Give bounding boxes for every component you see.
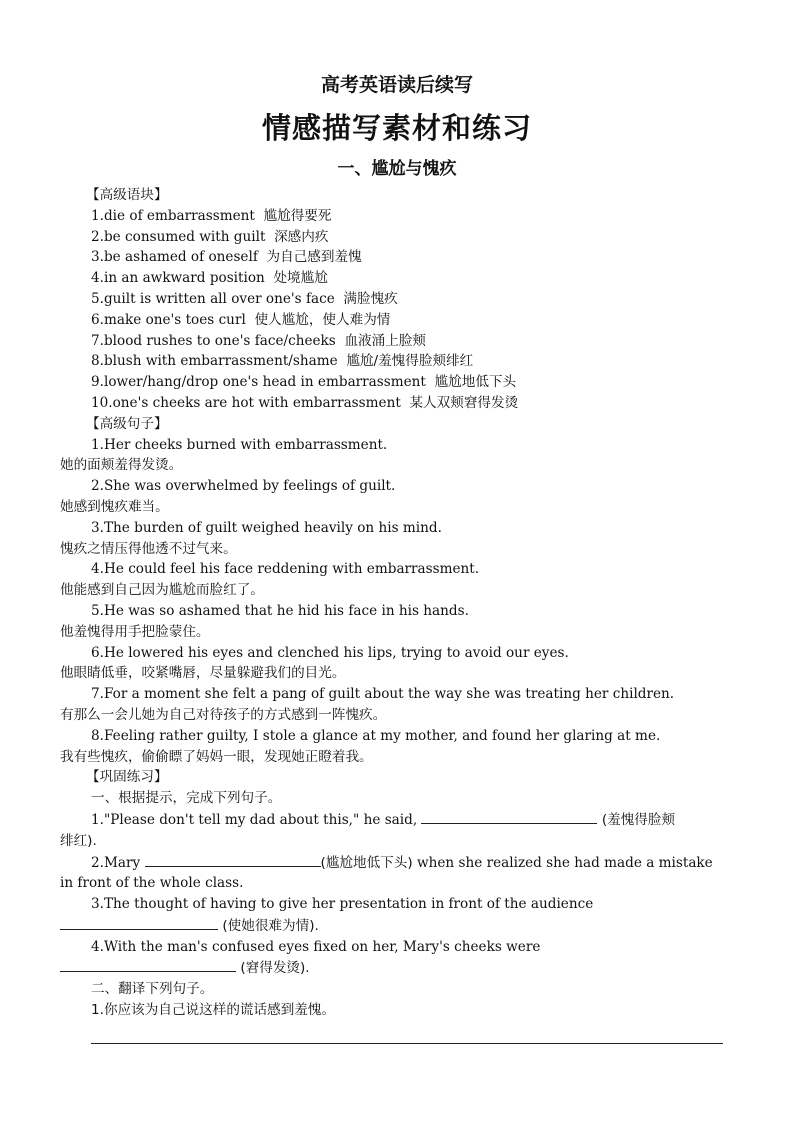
document-body [60,185,738,1044]
phrase-chinese: 为自己感到羞愧 [266,249,362,266]
sentence-chinese: 她的面颊羞得发烫。 [60,457,183,474]
sentence-chinese: 他眼睛低垂，咬紧嘴唇，尽量躲避我们的目光。 [60,665,346,682]
phrase-item [60,310,738,331]
phrase-english: 1.die of embarrassment [91,207,255,224]
phrase-english: 7.blood rushes to one's face/cheeks [91,332,336,349]
answer-blank-3[interactable] [60,915,218,930]
phrase-item [60,372,738,393]
sentence-item [60,684,738,726]
exercise-item-4: 4.With the man's confused eyes fixed on her, Mary's cheeks were [91,938,541,955]
phrase-chinese: 满脸愧疚 [343,290,398,307]
part2-heading: 二、翻译下列句子。 [91,981,214,998]
exercise-item-3: 3.The thought of having to give her presentation in front of the audience [91,896,594,913]
answer-blank-4[interactable] [60,957,236,972]
phrases-heading: 【高级语块】 [86,187,168,203]
phrase-item [60,289,738,310]
translation-item-1: 1.你应该为自己说这样的谎话感到羞愧。 [91,1002,336,1019]
sentence-chinese: 他羞愧得用手把脸蒙住。 [60,623,210,640]
phrase-english: 6.make one's toes curl [91,311,246,328]
sentence-list [60,435,738,768]
phrase-english: 3.be ashamed of oneself [91,249,258,266]
exercise-4-continued [60,957,738,979]
part1-heading: 一、根据提示，完成下列句子。 [91,790,282,807]
phrase-chinese: 尴尬地低下头 [434,374,517,391]
sentence-english: 7.For a moment she felt a pang of guilt about the way she was treating her children. [91,686,675,703]
phrase-chinese: 尴尬得要死 [263,207,332,224]
phrase-item [60,247,738,268]
sentence-english: 3.The burden of guilt weighed heavily on his mind. [91,519,442,536]
phrase-chinese: 深感内疚 [274,228,329,245]
sentence-item [60,476,738,518]
exercise-1-hint: (羞愧得脸颊 [601,811,676,828]
sentence-chinese: 有那么一会儿她为自己对待孩子的方式感到一阵愧疚。 [60,706,387,723]
phrase-english: 2.be consumed with guilt [91,228,266,245]
exercise-2-text-b: when she realized she had made a mistake [412,854,713,871]
phrase-item [60,331,738,352]
section-title: 一、尴尬与愧疚 [337,159,457,179]
sentence-item [60,601,738,643]
exercise-2-continued: in front of the whole class. [60,875,244,892]
phrase-english: 9.lower/hang/drop one's head in embarrassment [91,374,426,391]
sentence-english: 2.She was overwhelmed by feelings of guilt. [91,478,396,495]
phrase-chinese: 使人尴尬，使人难为情 [254,311,391,328]
answer-blank-2[interactable] [145,852,321,867]
sentence-chinese: 我有些愧疚，偷偷瞟了妈妈一眼，发现她正瞪着我。 [60,748,373,765]
sentences-heading: 【高级句子】 [86,415,168,432]
phrase-list [60,206,738,414]
phrase-chinese: 尴尬/羞愧得脸颊绯红 [346,353,474,370]
phrase-chinese: 血液涌上脸颊 [344,332,426,349]
exercise-3-hint: (使她很难为情). [222,917,319,934]
sentence-chinese: 愧疚之情压得他透不过气来。 [60,540,237,557]
exercise-2-text: 2.Mary [91,854,145,871]
phrase-english: 4.in an awkward position [91,270,265,287]
exercise-4-hint: (窘得发烫). [240,960,310,977]
document-subtitle: 高考英语读后续写 [320,74,473,96]
exercise-item-1 [60,809,738,831]
phrase-chinese: 某人双颊窘得发烫 [409,394,519,411]
sentence-item [60,726,738,768]
sentence-english: 1.Her cheeks burned with embarrassment. [91,436,388,453]
sentence-english: 5.He was so ashamed that he hid his face in his hands. [91,602,469,619]
exercise-1-text: 1."Please don't tell my dad about this," he said, [91,811,422,828]
exercise-3-continued [60,915,738,937]
sentence-item [60,435,738,477]
sentence-english: 6.He lowered his eyes and clenched his lips, trying to avoid our eyes. [91,644,569,661]
phrase-item [60,227,738,248]
phrase-chinese: 处境尴尬 [273,270,328,287]
exercise-2-hint: (尴尬地低下头) [320,854,413,871]
phrase-english: 5.guilt is written all over one's face [91,290,335,307]
exercise-heading: 【巩固练习】 [86,769,168,786]
document-title: 情感描写素材和练习 [261,111,532,145]
exercise-1-continued: 绯红). [60,832,97,849]
phrase-item [60,351,738,372]
answer-blank-1[interactable] [421,809,597,824]
sentence-chinese: 他能感到自己因为尴尬而脸红了。 [60,582,264,599]
phrase-english: 10.one's cheeks are hot with embarrassment [91,394,401,411]
phrase-item [60,268,738,289]
phrase-english: 8.blush with embarrassment/shame [91,353,338,370]
sentence-item [60,643,738,685]
sentence-english: 4.He could feel his face reddening with embarrassment. [91,561,480,578]
sentence-chinese: 她感到愧疚难当。 [60,498,169,515]
translation-answer-line[interactable] [91,1021,723,1044]
exercise-item-2 [60,852,738,874]
phrase-item [60,206,738,227]
sentence-item [60,559,738,601]
sentence-item [60,518,738,560]
phrase-item [60,393,738,414]
sentence-english: 8.Feeling rather guilty, I stole a glance at my mother, and found her glaring at me. [91,727,661,744]
